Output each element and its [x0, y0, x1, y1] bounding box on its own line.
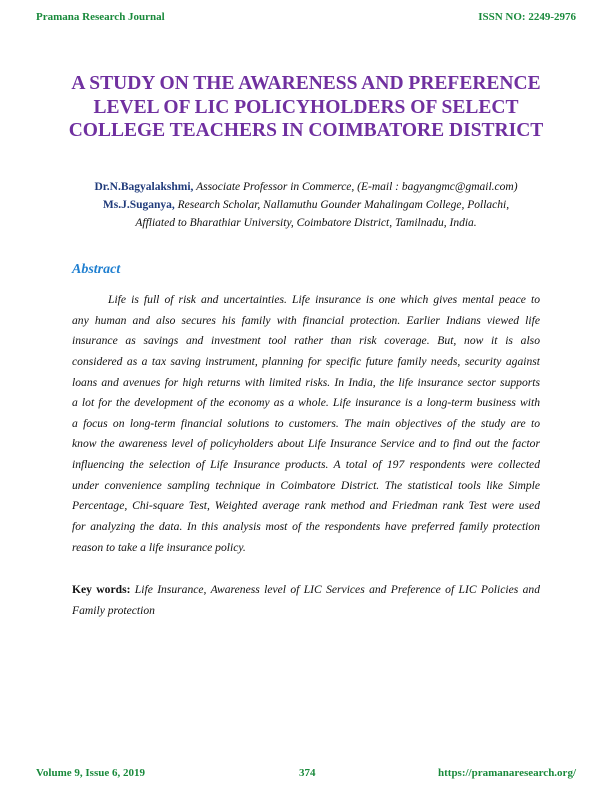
keywords-line	[72, 580, 540, 601]
author-2	[40, 199, 572, 211]
abstract-line: know the awareness level of policyholders about Life Insurance Service and to find out the factor	[72, 437, 540, 451]
paper-title	[60, 72, 552, 143]
author-1	[40, 181, 572, 193]
author-2-affiliation	[40, 217, 572, 229]
keywords-text: Life Insurance, Awareness level of LIC Services and Preference of LIC Policies and	[130, 583, 540, 596]
title-line: COLLEGE TEACHERS IN COIMBATORE DISTRICT	[68, 120, 544, 141]
abstract-line: under convenience sampling technique in Coimbatore District. The statistical tools like Simple	[72, 478, 540, 492]
journal-name: Pramana Research Journal	[36, 11, 165, 23]
keywords-line: Family protection	[72, 603, 155, 617]
keywords-label: Key words:	[72, 583, 131, 596]
title-line: LEVEL OF LIC POLICYHOLDERS OF SELECT	[93, 96, 519, 118]
issn: ISSN NO: 2249-2976	[478, 11, 576, 23]
abstract-line: for analyzing the data. In this analysis most of the respondents have preferred family protection	[72, 520, 540, 534]
abstract-heading: Abstract	[72, 262, 121, 277]
abstract-line: reason to take a life insurance policy.	[72, 540, 246, 554]
abstract-line: influencing the selection of Life Insurance products. A total of 197 respondents were collected	[72, 458, 540, 472]
abstract-line: loans and avenues for high returns with limited risks. In India, the life insurance sector supports	[72, 375, 540, 389]
title-line: A STUDY ON THE AWARENESS AND PREFERENCE	[71, 73, 541, 94]
abstract-line: considered as a tax saving instrument, planning for specific future family needs, security against	[72, 354, 540, 368]
abstract-line: insurance as savings and investment tool rather than risk coverage. But, now it is also	[72, 334, 540, 348]
author-affiliation: Research Scholar, Nallamuthu Gounder Mahalingam College, Pollachi,	[174, 199, 510, 211]
footer-volume: Volume 9, Issue 6, 2019	[36, 767, 145, 779]
author-affiliation: Associate Professor in Commerce, (E-mail : bagyangmc@gmail.com)	[193, 181, 518, 193]
abstract-line: a lot for the development of the economy as a whole. Life insurance is a long-term business with	[72, 396, 540, 410]
abstract-line: Life is full of risk and uncertainties. Life insurance is one which gives mental peace to	[108, 293, 540, 306]
keywords	[72, 580, 540, 621]
page-number: 374	[299, 767, 316, 779]
abstract-line: any human and also secures his family with financial protection. Earlier Indians viewed life	[72, 313, 540, 327]
footer-url[interactable]: https://pramanaresearch.org/	[438, 767, 576, 779]
abstract-line: Percentage, Chi-square Test, Weighted average rank method and Friedman rank Test were used	[72, 499, 540, 513]
author-affiliation: Affliated to Bharathiar University, Coimbatore District, Tamilnadu, India.	[135, 217, 477, 229]
abstract-line: a focus on long-term financial solutions to customers. The main objectives of the study are to	[72, 416, 540, 430]
author-name: Ms.J.Suganya,	[102, 199, 175, 211]
abstract-body	[72, 290, 540, 558]
author-name: Dr.N.Bagyalakshmi,	[94, 181, 194, 193]
